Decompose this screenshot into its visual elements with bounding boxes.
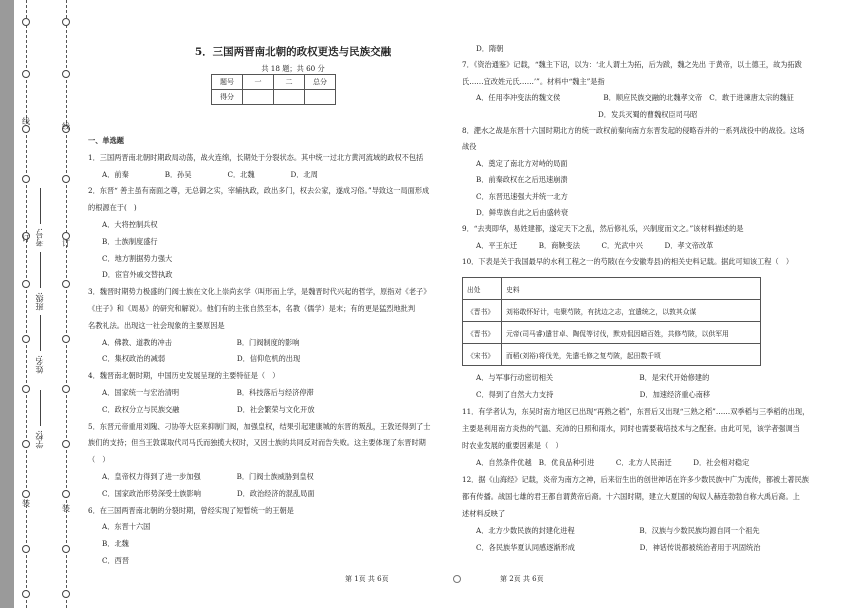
question-text: 的根源在于( ) bbox=[88, 203, 137, 213]
score-cell: 一 bbox=[243, 75, 274, 90]
binding-mark-inner: 订 bbox=[62, 239, 70, 248]
binding-mark-inner: 线 bbox=[62, 122, 70, 131]
binding-circle-icon bbox=[62, 545, 70, 553]
score-cell: 得分 bbox=[212, 90, 243, 105]
binding-circle-icon bbox=[22, 590, 30, 598]
binding-circle-icon bbox=[62, 280, 70, 288]
answer-option: D．发兵灭蜀的曹魏权臣司马昭 bbox=[598, 109, 698, 119]
binding-circle-icon bbox=[22, 490, 30, 498]
score-cell[interactable] bbox=[274, 90, 305, 105]
answer-option: C．地方割据势力强大 bbox=[102, 253, 173, 263]
binding-circle-icon bbox=[62, 590, 70, 598]
score-table bbox=[211, 74, 336, 105]
binding-circle-icon bbox=[22, 385, 30, 393]
answer-option: D．宦官外戚交替执政 bbox=[102, 270, 173, 280]
answer-option: C．集权政治的减弱 D．信仰危机的出现 bbox=[102, 354, 301, 364]
inner-cut-line bbox=[66, 0, 67, 608]
question-text: 12．据《山海经》记载，炎帝为南方之神，后来衍生出的创世神话在许多少数民族中广为流传，都被土著民族 bbox=[462, 475, 809, 484]
binding-circle-icon bbox=[22, 125, 30, 133]
answer-option: A．东晋十六国 bbox=[102, 522, 151, 532]
answer-option: D．隋朝 bbox=[476, 44, 504, 53]
question-text: 3．魏晋时期势力极盛的门阀士族在文化上崇尚玄学（叫形而上学，是魏晋时代兴起的哲学，原指对《老子》 bbox=[88, 287, 431, 297]
score-row bbox=[212, 90, 336, 105]
answer-option: A．佛教、道教的冲击 B．门阀制度的影响 bbox=[102, 337, 300, 347]
binding-mark-outer: 订 bbox=[22, 234, 30, 243]
source-cell: 出处 bbox=[463, 278, 502, 300]
question-text: 7．《资治通鉴》记载，“魏主下诏，以为：‘北人谓土为拓，后为跋，魏之先出 于黄帝，以土德王，故为拓跋 bbox=[462, 60, 802, 70]
answer-option: C．各民族华夏认同感逐渐形成 D．神话传说都被统治者用于巩固统治 bbox=[476, 543, 761, 552]
binding-field-line[interactable] bbox=[40, 315, 41, 351]
binding-circle-icon bbox=[62, 490, 70, 498]
source-cell: 《宋书》 bbox=[463, 344, 502, 366]
source-cell: 《晋书》 bbox=[463, 322, 502, 344]
question-text: （ ） bbox=[88, 455, 110, 465]
answer-option: B．北魏 bbox=[102, 539, 129, 549]
binding-mark-outer: 装 bbox=[22, 499, 30, 508]
binding-circle-icon bbox=[62, 175, 70, 183]
binding-field-line[interactable] bbox=[40, 390, 41, 426]
answer-option: C．政权分立与民族交融 D．社会繁荣与文化开放 bbox=[102, 404, 315, 414]
binding-mark-inner: 装 bbox=[62, 504, 70, 513]
answer-option: C．东晋迅速强大并统一北方 bbox=[476, 191, 568, 201]
answer-option: A．奠定了南北方对峙的局面 bbox=[476, 158, 568, 168]
question-text: 2．东晋“ 善主虽有南面之尊，无总御之实，宰辅执政，政出多门，权去公家，遂成习俗。”导致这一局面形成 bbox=[88, 186, 430, 196]
answer-option: C．得到了自然大力支持 D．加速经济重心南移 bbox=[476, 390, 711, 399]
binding-circle-icon bbox=[22, 18, 30, 26]
source-table bbox=[462, 277, 761, 366]
question-text: 氏……宜改姓元氏……’”。材料中“魏主”是指 bbox=[462, 76, 605, 86]
center-circle-icon bbox=[453, 575, 461, 583]
binding-field-label: 考号: bbox=[35, 228, 44, 247]
question-text: 5．东晋元帝重用刘隗、刁协等大臣来抑制门阀，加强皇权，结果引起建康城的东晋的叛乱，王敦还得到了士 bbox=[88, 421, 431, 431]
binding-circle-icon bbox=[22, 280, 30, 288]
question-text: 族们的支持；但当王敦谋取代司马氏而独揽大权时，又因士族的共同反对而告失败。这主要体现了东晋时期 bbox=[88, 438, 426, 448]
answer-option: A．北方少数民族的封建化进程 B．汉族与少数民族均源自同一个祖先 bbox=[476, 526, 760, 535]
question-text: 都有传播。战国七雄的君王都自谓黄帝后裔。十六国时期，建立大夏国的匈奴人赫连勃勃自称大禹后裔。上 bbox=[462, 492, 800, 501]
source-cell: 《晋书》 bbox=[463, 300, 502, 322]
question-text: 8．淝水之战是东晋十六国时期北方的统一政权前秦向南方东晋发起的侵略吞并的一系列战役中的战役。这场 bbox=[462, 126, 805, 135]
binding-field-line[interactable] bbox=[40, 252, 41, 288]
binding-circle-icon bbox=[62, 385, 70, 393]
answer-option: A．皇帝权力得到了进一步加强 B．门阀士族威胁到皇权 bbox=[102, 472, 314, 481]
binding-circle-icon bbox=[22, 545, 30, 553]
binding-field-label: 学校: bbox=[35, 430, 44, 449]
page-subtitle: 共 18 题；共 60 分 bbox=[261, 64, 325, 73]
source-cell: 元帝(司马睿)遣甘卓、陶侃等讨伐，默劝侃因暗百姓，共修芍陂，以供军用 bbox=[502, 322, 761, 344]
binding-field-line[interactable] bbox=[40, 188, 41, 224]
answer-option: A．自然条件优越 B．优良品种引进 C．北方人民南迁 D．社会相对稳定 bbox=[476, 458, 750, 467]
binding-mark-outer: 线 bbox=[22, 117, 30, 126]
question-text: 述材料反映了 bbox=[462, 509, 506, 518]
page-title: 5．三国两晋南北朝的政权更迭与民族交融 bbox=[194, 46, 392, 58]
question-text: 4．魏晋南北朝时期，中国历史发展呈现的主要特征是（ ） bbox=[88, 371, 280, 381]
answer-option: A．国家统一与宏治清明 B．科技落后与经济停滞 bbox=[102, 388, 314, 397]
answer-option: D．鲜卑族自此之后由盛转衰 bbox=[476, 208, 569, 217]
question-text: 1．三国两晋南北朝时期政局动荡，战火连绵，长期处于分裂状态。其中统一过北方黄河流域的政权不包括 bbox=[88, 152, 424, 162]
source-cell: 刘裕敢怀好计，屯聚芍陂，有扰边之志，宜遣统之，以敦其众谋 bbox=[502, 300, 761, 322]
score-cell: 总分 bbox=[305, 75, 336, 90]
question-text: 10．下表是关于我国最早的水利工程之一的芍陂(在今安徽寿县)的相关史料记载。据此可知该工程（ ） bbox=[462, 257, 794, 267]
score-row bbox=[212, 75, 336, 90]
source-cell: 而稻(刘裕)将伐羌，先遣毛修之复芍陂，起田数千顷 bbox=[502, 344, 761, 366]
answer-option: A．与军事行动密切相关 B．是宋代开始修建的 bbox=[476, 373, 710, 382]
score-cell[interactable] bbox=[243, 90, 274, 105]
answer-option: A．大将控制兵权 bbox=[102, 220, 158, 229]
binding-circle-icon bbox=[22, 335, 30, 343]
binding-circle-icon bbox=[22, 175, 30, 183]
section-heading: 一、单选题 bbox=[88, 136, 124, 145]
question-text: 时农业发展的重要因素是（ ） bbox=[462, 441, 563, 450]
binding-circle-icon bbox=[22, 440, 30, 448]
binding-field-label: 姓名: bbox=[35, 355, 44, 374]
score-cell[interactable] bbox=[305, 90, 336, 105]
source-cell: 史料 bbox=[502, 278, 761, 300]
score-cell: 二 bbox=[274, 75, 305, 90]
question-text: 《庄子》和《周易》的研究和解说）。他们有的主张自然至本，名教（儒学）是末；有的更是猛烈地批判 bbox=[88, 304, 416, 313]
answer-option: B．前秦政权在之后迅速崩溃 bbox=[476, 175, 568, 185]
score-cell: 题号 bbox=[212, 75, 243, 90]
binding-circle-icon bbox=[62, 440, 70, 448]
answer-option: A．平王东迁 B．商鞅变法 C．光武中兴 D．孝文帝改革 bbox=[476, 240, 714, 250]
binding-field-label: 班级: bbox=[35, 292, 44, 311]
footer-page-left: 第 1页 共 6页 bbox=[345, 575, 389, 583]
question-text: 6．在三国两晋南北朝的分裂时期，曾经实现了短暂统一的王朝是 bbox=[88, 505, 294, 515]
question-text: 名教礼法。出现这一社会现象的主要原因是 bbox=[88, 320, 225, 330]
answer-option: C．国家政治形势深受士族影响 D．政治经济的混乱局面 bbox=[102, 488, 315, 498]
binding-circle-icon bbox=[62, 18, 70, 26]
binding-circle-icon bbox=[62, 70, 70, 78]
answer-option: B．士族制度盛行 bbox=[102, 236, 158, 246]
binding-circle-icon bbox=[62, 335, 70, 343]
question-text: 战役 bbox=[462, 142, 477, 152]
question-text: 主要是利用南方炎热的气温、充沛的日照和雨水，同时也需要栽培技术与之配套。由此可见，该学者强调当 bbox=[462, 424, 800, 433]
binding-gutter bbox=[0, 0, 14, 608]
answer-option: A．任用李冲变法的魏文侯 B．顺应民族交融的北魏孝文帝 C．敢于进谏唐太宗的魏征 bbox=[476, 93, 794, 103]
binding-circle-icon bbox=[22, 70, 30, 78]
binding-margin bbox=[14, 0, 76, 608]
outer-cut-line bbox=[26, 0, 27, 608]
answer-option: A．前秦 B．孙吴 C．北魏 D．北周 bbox=[102, 169, 318, 179]
question-text: 11．有学者认为，东吴时南方地区已出现“再熟之稻”，东晋后又出现“三熟之稻”……双季稻与三季稻的出现， bbox=[462, 407, 810, 416]
question-text: 9．“去夷即华，易姓建都，遂定天下之乱，然后修礼乐，兴制度而文之。”该材料描述的是 bbox=[462, 224, 744, 234]
answer-option: C．西晋 bbox=[102, 556, 130, 565]
footer-page-right: 第 2页 共 6页 bbox=[500, 575, 544, 583]
